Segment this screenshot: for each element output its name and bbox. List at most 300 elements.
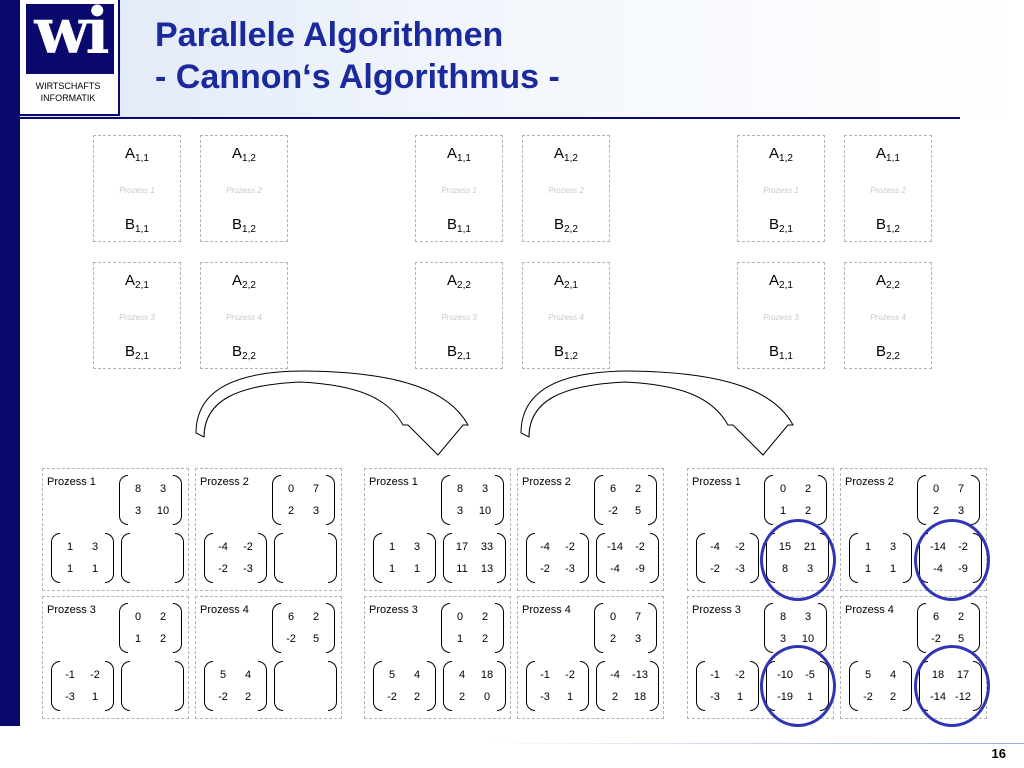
a-matrix xyxy=(849,661,912,711)
b-block-symbol: B xyxy=(876,216,887,233)
matrix-value: 1 xyxy=(736,691,744,703)
a-block xyxy=(416,272,502,291)
a-block xyxy=(94,145,180,164)
matrix-value: 1 xyxy=(91,563,99,575)
matrix-value: -2 xyxy=(540,563,550,575)
a-block-symbol: A xyxy=(232,272,243,289)
left-bracket xyxy=(274,533,283,583)
matrix-value: 2 xyxy=(957,611,965,623)
matrix-value: 5 xyxy=(312,633,320,645)
matrix-value: -2 xyxy=(565,669,575,681)
matrix-value: 5 xyxy=(864,669,872,681)
b-matrix xyxy=(594,603,657,653)
process-title: Prozess 1 xyxy=(369,476,418,488)
matrix-value: -3 xyxy=(735,563,745,575)
c-matrix xyxy=(443,661,506,711)
right-bracket xyxy=(175,661,184,711)
a-matrix xyxy=(373,533,436,583)
header-divider xyxy=(20,117,960,119)
b-block-index: 2,2 xyxy=(242,351,256,362)
process-title: Prozess 3 xyxy=(47,604,96,616)
b-block-index: 1,2 xyxy=(886,224,900,235)
matrix-value: -2 xyxy=(218,563,228,575)
matrix-value: 21 xyxy=(803,541,817,553)
b-block-symbol: B xyxy=(232,343,243,360)
b-block xyxy=(416,216,502,235)
matrix-value: -4 xyxy=(218,541,228,553)
matrix-value: 5 xyxy=(219,669,227,681)
block-cell xyxy=(93,135,181,242)
matrix-value: 10 xyxy=(156,505,170,517)
matrix-value: 2 xyxy=(611,691,619,703)
footer-divider xyxy=(480,743,1024,744)
process-box xyxy=(42,596,189,719)
process-title: Prozess 2 xyxy=(522,476,571,488)
process-label: Prozess 4 xyxy=(548,313,584,322)
a-block-symbol: A xyxy=(554,145,565,162)
process-box xyxy=(364,468,511,591)
process-label: Prozess 2 xyxy=(226,186,262,195)
b-block-index: 1,1 xyxy=(779,351,793,362)
logo-caption-line-2: INFORMATIK xyxy=(40,93,96,103)
matrix-value: 2 xyxy=(244,691,252,703)
a-block-symbol: A xyxy=(769,145,780,162)
b-block-index: 2,1 xyxy=(457,351,471,362)
matrix-value: 15 xyxy=(778,541,792,553)
matrix-value: -5 xyxy=(805,669,815,681)
process-label: Prozess 1 xyxy=(441,186,477,195)
highlight-circle xyxy=(914,645,990,727)
block-cell xyxy=(415,262,503,369)
b-matrix xyxy=(119,603,182,653)
a-matrix xyxy=(526,661,589,711)
matrix-value: 4 xyxy=(413,669,421,681)
matrix-value: 3 xyxy=(804,611,812,623)
a-block xyxy=(845,145,931,164)
matrix-value: -2 xyxy=(710,563,720,575)
process-label: Prozess 4 xyxy=(226,313,262,322)
matrix-value: -4 xyxy=(933,563,943,575)
matrix-value: 0 xyxy=(287,483,295,495)
b-block-index: 2,2 xyxy=(886,351,900,362)
a-block-index: 2,2 xyxy=(886,280,900,291)
matrix-value: 10 xyxy=(801,633,815,645)
left-bracket xyxy=(274,661,283,711)
matrix-value: -1 xyxy=(65,669,75,681)
a-matrix xyxy=(849,533,912,583)
a-block-index: 2,2 xyxy=(242,280,256,291)
matrix-value: -2 xyxy=(286,633,296,645)
c-matrix xyxy=(443,533,506,583)
b-block-symbol: B xyxy=(125,216,136,233)
left-bracket xyxy=(121,661,130,711)
b-matrix xyxy=(272,603,335,653)
logo-caption xyxy=(20,80,116,104)
matrix-value: -4 xyxy=(540,541,550,553)
matrix-value: 3 xyxy=(481,483,489,495)
b-block-index: 1,2 xyxy=(242,224,256,235)
matrix-value: -2 xyxy=(565,541,575,553)
b-block xyxy=(845,216,931,235)
a-block xyxy=(845,272,931,291)
a-matrix xyxy=(373,661,436,711)
matrix-value: -3 xyxy=(710,691,720,703)
b-block-index: 1,1 xyxy=(457,224,471,235)
a-block-symbol: A xyxy=(554,272,565,289)
block-cell xyxy=(737,135,825,242)
matrix-value: -2 xyxy=(387,691,397,703)
block-cell xyxy=(93,262,181,369)
b-block-index: 2,2 xyxy=(564,224,578,235)
matrix-value: -2 xyxy=(735,669,745,681)
a-matrix xyxy=(696,533,759,583)
process-title: Prozess 3 xyxy=(369,604,418,616)
matrix-value: -3 xyxy=(65,691,75,703)
a-matrix xyxy=(526,533,589,583)
matrix-value: -1 xyxy=(540,669,550,681)
matrix-value: 3 xyxy=(91,541,99,553)
matrix-value: -3 xyxy=(540,691,550,703)
matrix-value: -10 xyxy=(777,669,793,681)
matrix-value: 7 xyxy=(312,483,320,495)
process-label: Prozess 3 xyxy=(119,313,155,322)
matrix-value: 8 xyxy=(781,563,789,575)
logo-mark-text: wi xyxy=(34,0,106,69)
c-matrix xyxy=(121,533,184,583)
wi-logo xyxy=(20,0,120,116)
b-block xyxy=(201,343,287,362)
title-line-2: - Cannon‘s Algorithmus - xyxy=(155,58,560,96)
b-matrix xyxy=(441,475,504,525)
matrix-value: -4 xyxy=(610,669,620,681)
matrix-value: 1 xyxy=(806,691,814,703)
highlight-circle xyxy=(760,645,836,727)
a-block-symbol: A xyxy=(125,272,136,289)
matrix-value: 1 xyxy=(66,541,74,553)
matrix-value: 1 xyxy=(388,541,396,553)
b-block xyxy=(416,343,502,362)
c-matrix xyxy=(274,533,337,583)
matrix-value: -12 xyxy=(955,691,971,703)
a-block xyxy=(201,145,287,164)
block-cell xyxy=(200,135,288,242)
matrix-value: -14 xyxy=(930,541,946,553)
process-box xyxy=(42,468,189,591)
matrix-value: -9 xyxy=(958,563,968,575)
matrix-value: 0 xyxy=(134,611,142,623)
a-matrix xyxy=(204,533,267,583)
matrix-value: -3 xyxy=(565,563,575,575)
matrix-value: -2 xyxy=(863,691,873,703)
matrix-value: 7 xyxy=(957,483,965,495)
a-block xyxy=(738,272,824,291)
matrix-value: -2 xyxy=(243,541,253,553)
b-matrix xyxy=(764,475,827,525)
matrix-value: -4 xyxy=(710,541,720,553)
matrix-value: 2 xyxy=(159,611,167,623)
matrix-value: -14 xyxy=(607,541,623,553)
matrix-value: 2 xyxy=(413,691,421,703)
right-bracket xyxy=(175,533,184,583)
matrix-value: 2 xyxy=(159,633,167,645)
matrix-value: 3 xyxy=(312,505,320,517)
process-label: Prozess 4 xyxy=(870,313,906,322)
b-matrix xyxy=(119,475,182,525)
matrix-value: 1 xyxy=(456,633,464,645)
b-block xyxy=(523,216,609,235)
process-box xyxy=(517,468,664,591)
left-accent-bar xyxy=(0,0,20,726)
a-block-index: 1,1 xyxy=(886,153,900,164)
matrix-value: 0 xyxy=(779,483,787,495)
matrix-value: 3 xyxy=(889,541,897,553)
matrix-value: 18 xyxy=(480,669,494,681)
left-bracket xyxy=(121,533,130,583)
a-block-index: 1,1 xyxy=(135,153,149,164)
matrix-value: -2 xyxy=(735,541,745,553)
process-box xyxy=(364,596,511,719)
matrix-value: 1 xyxy=(864,541,872,553)
matrix-value: 33 xyxy=(480,541,494,553)
highlight-circle xyxy=(914,519,990,601)
matrix-value: 6 xyxy=(287,611,295,623)
block-cell xyxy=(200,262,288,369)
a-block-index: 1,2 xyxy=(564,153,578,164)
b-block xyxy=(845,343,931,362)
matrix-value: 2 xyxy=(481,633,489,645)
matrix-value: 1 xyxy=(91,691,99,703)
b-block-symbol: B xyxy=(554,343,565,360)
c-matrix xyxy=(121,661,184,711)
a-block xyxy=(416,145,502,164)
matrix-value: 1 xyxy=(566,691,574,703)
matrix-value: 3 xyxy=(634,633,642,645)
a-block-index: 1,2 xyxy=(779,153,793,164)
b-block xyxy=(94,343,180,362)
a-block xyxy=(523,272,609,291)
c-matrix xyxy=(596,533,659,583)
a-block-symbol: A xyxy=(232,145,243,162)
process-label: Prozess 1 xyxy=(119,186,155,195)
b-block-symbol: B xyxy=(447,343,458,360)
matrix-value: 1 xyxy=(66,563,74,575)
matrix-value: -1 xyxy=(710,669,720,681)
b-block-symbol: B xyxy=(232,216,243,233)
a-block xyxy=(738,145,824,164)
matrix-value: 1 xyxy=(864,563,872,575)
matrix-value: 2 xyxy=(609,633,617,645)
process-box xyxy=(517,596,664,719)
a-block-symbol: A xyxy=(125,145,136,162)
a-block-index: 1,2 xyxy=(242,153,256,164)
matrix-value: 0 xyxy=(932,483,940,495)
shift-arrow-1 xyxy=(196,371,468,455)
right-bracket xyxy=(328,533,337,583)
b-block-symbol: B xyxy=(125,343,136,360)
matrix-value: 2 xyxy=(312,611,320,623)
page-title xyxy=(155,14,560,98)
process-box xyxy=(195,468,342,591)
right-bracket xyxy=(328,661,337,711)
process-title: Prozess 4 xyxy=(200,604,249,616)
b-block-symbol: B xyxy=(876,343,887,360)
matrix-value: 17 xyxy=(956,669,970,681)
b-matrix xyxy=(917,475,980,525)
matrix-value: 0 xyxy=(456,611,464,623)
matrix-value: 18 xyxy=(633,691,647,703)
process-label: Prozess 2 xyxy=(870,186,906,195)
b-block xyxy=(523,343,609,362)
process-title: Prozess 1 xyxy=(692,476,741,488)
b-block xyxy=(738,216,824,235)
c-matrix xyxy=(596,661,659,711)
matrix-value: 1 xyxy=(413,563,421,575)
matrix-value: -2 xyxy=(608,505,618,517)
matrix-value: 7 xyxy=(634,611,642,623)
a-block-symbol: A xyxy=(447,272,458,289)
matrix-value: 5 xyxy=(634,505,642,517)
b-block xyxy=(94,216,180,235)
a-block-index: 2,2 xyxy=(457,280,471,291)
b-block-index: 2,1 xyxy=(779,224,793,235)
process-title: Prozess 3 xyxy=(692,604,741,616)
shift-arrow-2 xyxy=(521,371,793,455)
block-cell xyxy=(522,262,610,369)
matrix-value: 2 xyxy=(889,691,897,703)
matrix-value: 13 xyxy=(480,563,494,575)
matrix-value: 3 xyxy=(957,505,965,517)
matrix-value: -19 xyxy=(777,691,793,703)
matrix-value: 5 xyxy=(388,669,396,681)
matrix-value: 6 xyxy=(932,611,940,623)
block-cell xyxy=(737,262,825,369)
a-block-index: 2,1 xyxy=(564,280,578,291)
b-block xyxy=(738,343,824,362)
matrix-value: 2 xyxy=(481,611,489,623)
process-label: Prozess 3 xyxy=(763,313,799,322)
b-matrix xyxy=(594,475,657,525)
b-block-index: 1,1 xyxy=(135,224,149,235)
a-block-symbol: A xyxy=(769,272,780,289)
a-block-index: 1,1 xyxy=(457,153,471,164)
process-label: Prozess 2 xyxy=(548,186,584,195)
process-title: Prozess 4 xyxy=(845,604,894,616)
matrix-value: 8 xyxy=(779,611,787,623)
b-block xyxy=(201,216,287,235)
matrix-value: 3 xyxy=(159,483,167,495)
matrix-value: 18 xyxy=(931,669,945,681)
matrix-value: 6 xyxy=(609,483,617,495)
matrix-value: -3 xyxy=(243,563,253,575)
matrix-value: -2 xyxy=(958,541,968,553)
block-cell xyxy=(844,135,932,242)
block-cell xyxy=(844,262,932,369)
a-block xyxy=(523,145,609,164)
process-label: Prozess 1 xyxy=(763,186,799,195)
b-block-symbol: B xyxy=(769,216,780,233)
process-title: Prozess 4 xyxy=(522,604,571,616)
matrix-value: 4 xyxy=(458,669,466,681)
matrix-value: 1 xyxy=(134,633,142,645)
title-line-1: Parallele Algorithmen xyxy=(155,16,504,54)
matrix-value: 5 xyxy=(957,633,965,645)
matrix-value: 1 xyxy=(889,563,897,575)
matrix-value: 1 xyxy=(388,563,396,575)
matrix-value: 4 xyxy=(244,669,252,681)
matrix-value: 4 xyxy=(889,669,897,681)
a-block-symbol: A xyxy=(876,145,887,162)
a-matrix xyxy=(204,661,267,711)
matrix-value: 3 xyxy=(413,541,421,553)
b-block-index: 2,1 xyxy=(135,351,149,362)
b-block-symbol: B xyxy=(769,343,780,360)
matrix-value: -14 xyxy=(930,691,946,703)
a-block-index: 2,1 xyxy=(779,280,793,291)
matrix-value: 2 xyxy=(804,505,812,517)
b-block-index: 1,2 xyxy=(564,351,578,362)
matrix-value: 0 xyxy=(609,611,617,623)
a-matrix xyxy=(51,533,114,583)
c-matrix xyxy=(274,661,337,711)
process-title: Prozess 2 xyxy=(200,476,249,488)
matrix-value: 0 xyxy=(483,691,491,703)
matrix-value: -13 xyxy=(632,669,648,681)
matrix-value: 17 xyxy=(455,541,469,553)
matrix-value: -4 xyxy=(610,563,620,575)
b-block-symbol: B xyxy=(447,216,458,233)
matrix-value: 11 xyxy=(456,563,468,575)
a-block-index: 2,1 xyxy=(135,280,149,291)
matrix-value: 3 xyxy=(134,505,142,517)
matrix-value: -9 xyxy=(635,563,645,575)
matrix-value: -2 xyxy=(635,541,645,553)
a-block xyxy=(201,272,287,291)
matrix-value: 2 xyxy=(634,483,642,495)
process-label: Prozess 3 xyxy=(441,313,477,322)
block-cell xyxy=(522,135,610,242)
matrix-value: -2 xyxy=(218,691,228,703)
matrix-value: 1 xyxy=(779,505,787,517)
matrix-value: 2 xyxy=(287,505,295,517)
matrix-value: 3 xyxy=(456,505,464,517)
a-block xyxy=(94,272,180,291)
matrix-value: 3 xyxy=(779,633,787,645)
process-box xyxy=(195,596,342,719)
matrix-value: 2 xyxy=(932,505,940,517)
highlight-circle xyxy=(760,519,836,601)
process-title: Prozess 2 xyxy=(845,476,894,488)
matrix-value: -2 xyxy=(931,633,941,645)
matrix-value: 8 xyxy=(456,483,464,495)
matrix-value: -2 xyxy=(90,669,100,681)
a-block-symbol: A xyxy=(876,272,887,289)
b-matrix xyxy=(441,603,504,653)
a-matrix xyxy=(696,661,759,711)
logo-caption-line-1: WIRTSCHAFTS xyxy=(35,81,101,91)
page-number: 16 xyxy=(991,746,1006,761)
matrix-value: 3 xyxy=(806,563,814,575)
matrix-value: 2 xyxy=(458,691,466,703)
matrix-value: 8 xyxy=(134,483,142,495)
a-matrix xyxy=(51,661,114,711)
b-block-symbol: B xyxy=(554,216,565,233)
matrix-value: 2 xyxy=(804,483,812,495)
b-matrix xyxy=(272,475,335,525)
process-title: Prozess 1 xyxy=(47,476,96,488)
a-block-symbol: A xyxy=(447,145,458,162)
block-cell xyxy=(415,135,503,242)
matrix-value: 10 xyxy=(478,505,492,517)
